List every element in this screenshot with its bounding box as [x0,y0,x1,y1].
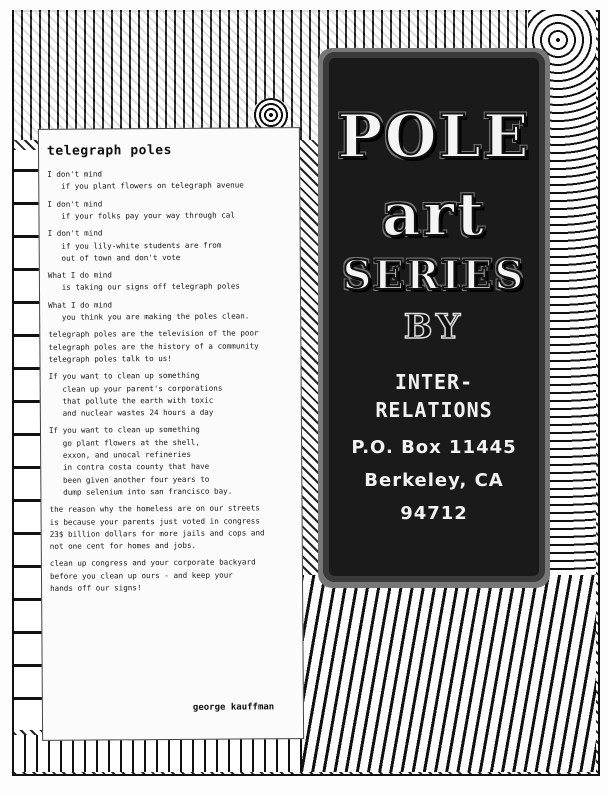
poem-line: and nuclear wastes 24 hours a day [48,407,214,418]
poem-line: you think you are making the poles clean. [48,311,250,322]
poem-line: if your folks pay your way through cal [47,210,235,221]
poem-line: before you clean up ours - and keep your [49,570,233,581]
crowd-illustration [290,575,596,772]
poem-line: hands off our signs! [50,583,142,593]
poem-line: telegraph poles are the history of a community [48,340,259,352]
poem-line: been given another four years to [49,474,210,485]
title-art: art [381,180,487,250]
poem-line: go plant flowers at the shell, [49,437,200,448]
poem-panel [38,127,304,741]
poem-line: in contra costa county that have [49,462,210,473]
title-series: SERIES [342,252,526,299]
poem-line: If you want to clean up something [48,425,200,436]
org-name-line2: RELATIONS [375,398,493,422]
poem-line: exxon, and unocal refineries [49,449,191,460]
poem-author: george kauffman [192,702,275,713]
poem-line: If you want to clean up something [48,370,200,382]
poem-line: out of town and don't vote [47,252,181,263]
poem-line: telegraph poles talk to us! [48,353,172,364]
poem-line: the reason why the homeless are on our streets [49,503,260,515]
poem-line: clean up congress and your corporate backyard [49,557,256,569]
poem-line: is taking our signs off telegraph poles [47,281,241,293]
poem-line: is because your parents just voted in congress [49,515,260,527]
poem-body [39,128,299,593]
poem-line: I don't mind [47,199,103,209]
poem-line: not one cent for homes and jobs. [49,540,197,551]
org-name-line1: INTER- [394,370,474,394]
poem-line: if you lily-white students are from [47,240,222,251]
poem-line: I don't mind [47,228,103,239]
address-city: Berkeley, CA [364,470,504,491]
poem-line: What I do mind [47,270,112,280]
title-pole: POLE [337,102,531,172]
flyer-panel [323,52,545,582]
poem-line: dump selenium into san francisco bay. [49,486,233,497]
poem-line: clean up your parent's corporations [48,383,223,394]
poem-line: that pollute the earth with toxic [48,395,214,406]
poem-title: telegraph poles [46,142,172,159]
title-by: BY [403,307,465,347]
poem-line: telegraph poles are the television of the poor [48,328,259,340]
address-zip: 94712 [400,503,468,524]
poem-line: What I do mind [48,300,113,310]
poem-line: if you plant flowers on telegraph avenue [47,180,244,192]
address-po-box: P.O. Box 11445 [351,437,517,458]
poem-line: 23$ billion dollars for more jails and cops and [49,528,265,539]
poem-line: I don't mind [47,169,103,179]
